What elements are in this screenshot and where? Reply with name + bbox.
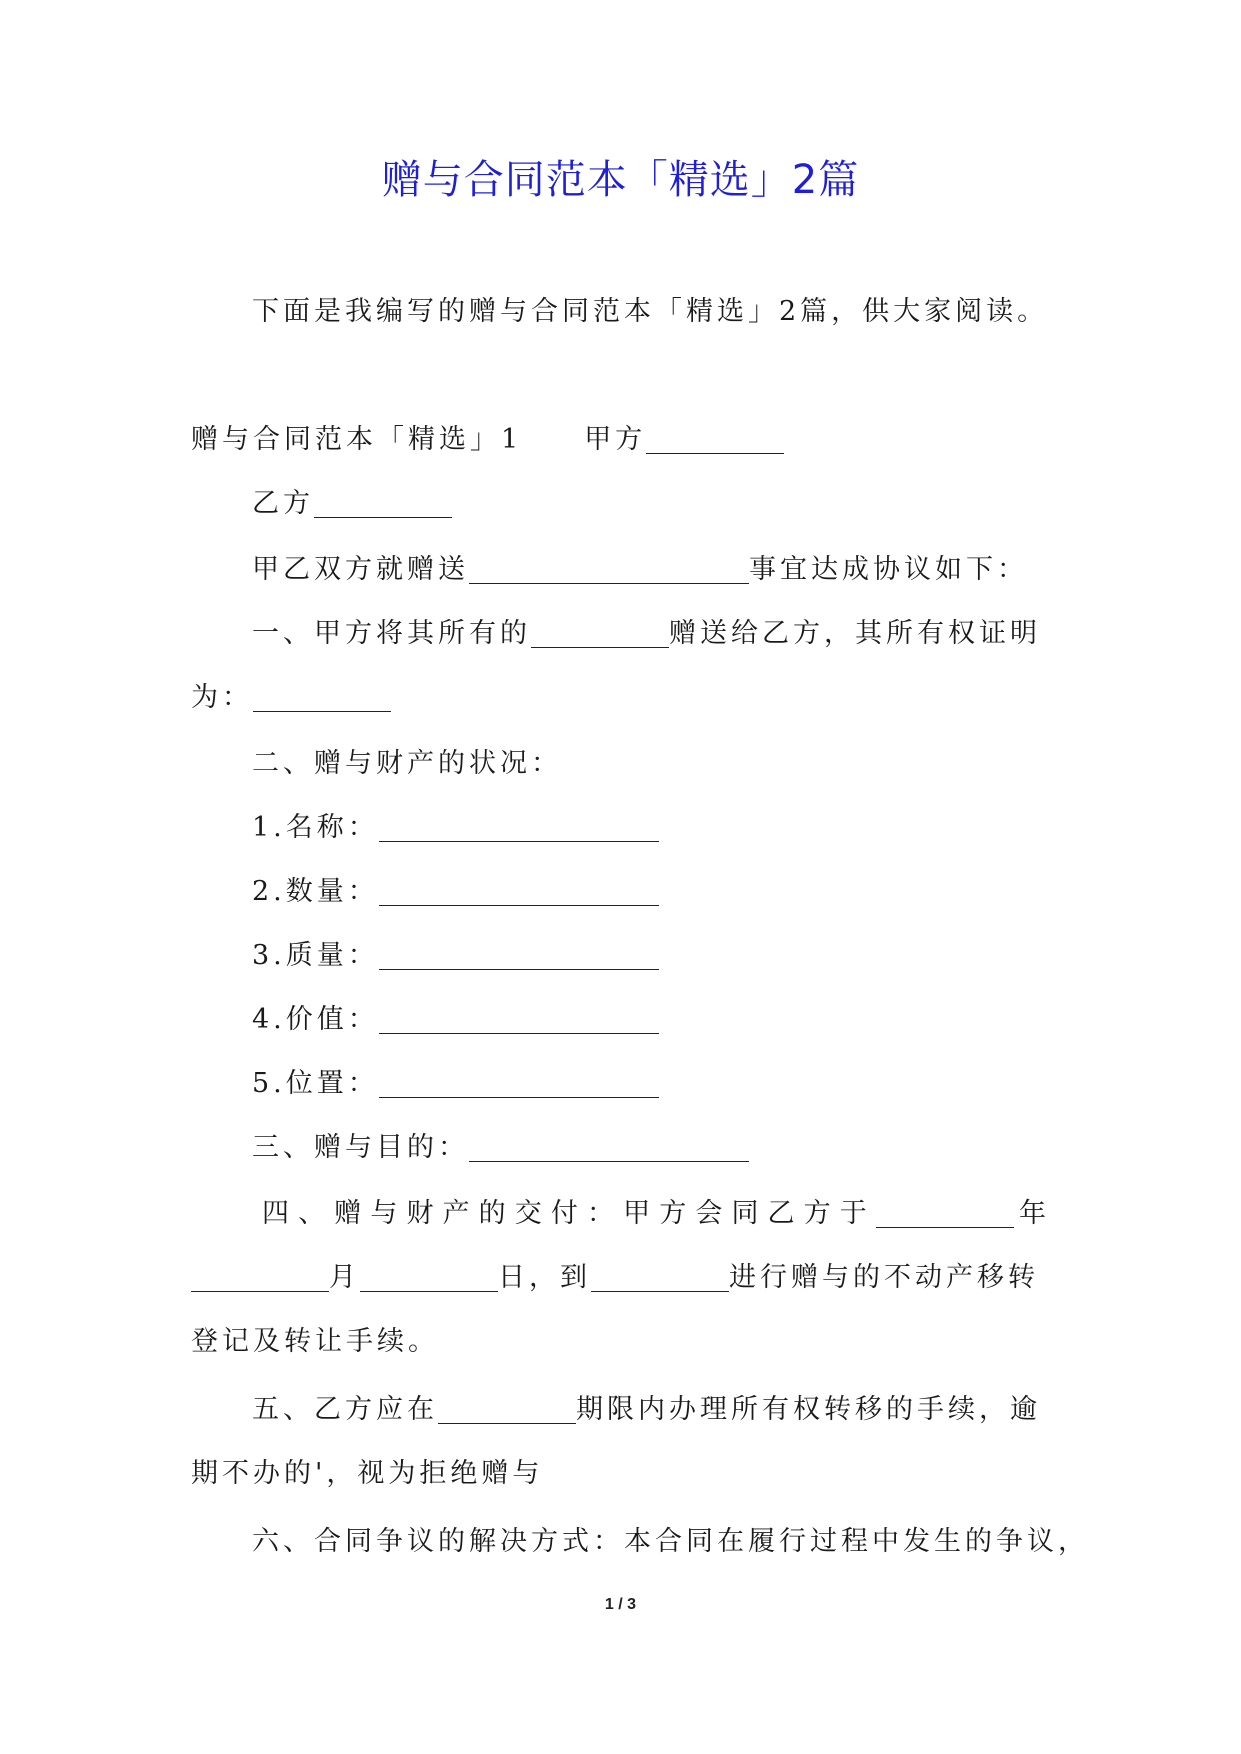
intro-paragraph: [252, 292, 1112, 332]
sub3-line: [252, 936, 1112, 976]
item4-line3: [191, 1322, 1051, 1362]
item4-line2: [191, 1258, 1051, 1298]
item6-line: [252, 1522, 1112, 1562]
sub2-line: [252, 872, 1112, 912]
gift-item-blank: [469, 553, 749, 584]
sub4-label: 4.价值：: [252, 1004, 379, 1035]
section-heading-line: [191, 420, 1051, 460]
item1-continuation: 为：: [191, 682, 253, 713]
year-blank: [876, 1197, 1014, 1228]
party-b-line: [252, 484, 1112, 524]
party-b-label: 乙方: [252, 488, 314, 519]
item1-prefix: 一、甲方将其所有的: [252, 618, 531, 649]
deadline-blank: [438, 1393, 576, 1424]
item5-suffix: 期限内办理所有权转移的手续，逾: [576, 1394, 1041, 1425]
agreement-suffix: 事宜达成协议如下：: [749, 554, 1028, 585]
party-a-label: 甲方: [584, 424, 647, 455]
item4-year: 年: [1013, 1198, 1051, 1229]
agreement-line: [252, 550, 1112, 590]
year-value-blank: [191, 1261, 329, 1292]
party-b-blank: [314, 487, 452, 518]
item5-line2: [191, 1454, 1051, 1494]
sub5-line: [252, 1064, 1112, 1104]
page-number: 1 / 3: [604, 1596, 637, 1613]
month-blank: [360, 1261, 498, 1292]
item4-month: 月: [329, 1262, 360, 1293]
value-blank: [379, 1003, 659, 1034]
item5-prefix: 五、乙方应在: [252, 1394, 438, 1425]
item3-text: 三、赠与目的：: [252, 1132, 469, 1163]
document-title: 赠与合同范本「精选」2篇: [381, 157, 860, 203]
sub1-line: [252, 808, 1112, 848]
quality-blank: [379, 939, 659, 970]
item1-line: [252, 614, 1112, 654]
quantity-blank: [379, 875, 659, 906]
sub5-label: 5.位置：: [252, 1068, 379, 1099]
agreement-prefix: 甲乙双方就赠送: [252, 554, 469, 585]
sub2-label: 2.数量：: [252, 876, 379, 907]
name-blank: [379, 811, 659, 842]
item4-suffix: 进行赠与的不动产移转: [729, 1262, 1039, 1293]
item2-line: [252, 744, 1112, 784]
location-blank: [379, 1067, 659, 1098]
item4-day: 日，到: [498, 1262, 591, 1293]
item1-suffix: 赠送给乙方，其所有权证明: [669, 618, 1041, 649]
item4-prefix: 四、赠与财产的交付：甲方会同乙方于: [262, 1198, 876, 1229]
item4-line: [262, 1194, 1050, 1234]
place-blank: [591, 1261, 729, 1292]
item5-line: [252, 1390, 1112, 1430]
section1-heading: 赠与合同范本「精选」1: [191, 424, 523, 455]
sub1-label: 1.名称：: [252, 812, 379, 843]
item1-blank: [531, 617, 669, 648]
sub3-label: 3.质量：: [252, 940, 379, 971]
intro-text: 下面是我编写的赠与合同范本「精选」2篇，供大家阅读。: [252, 296, 1049, 327]
item2-text: 二、赠与财产的状况：: [252, 748, 562, 779]
purpose-blank: [469, 1131, 749, 1162]
ownership-proof-blank: [253, 681, 391, 712]
item5-continuation: 期不办的'，视为拒绝赠与: [191, 1458, 544, 1489]
sub4-line: [252, 1000, 1112, 1040]
item4-continuation: 登记及转让手续。: [191, 1326, 439, 1357]
item1-cont-line: [191, 678, 1051, 718]
item3-line: [252, 1128, 1112, 1168]
party-a-blank: [646, 423, 784, 454]
item6-text: 六、合同争议的解决方式：本合同在履行过程中发生的争议，: [252, 1526, 1089, 1557]
